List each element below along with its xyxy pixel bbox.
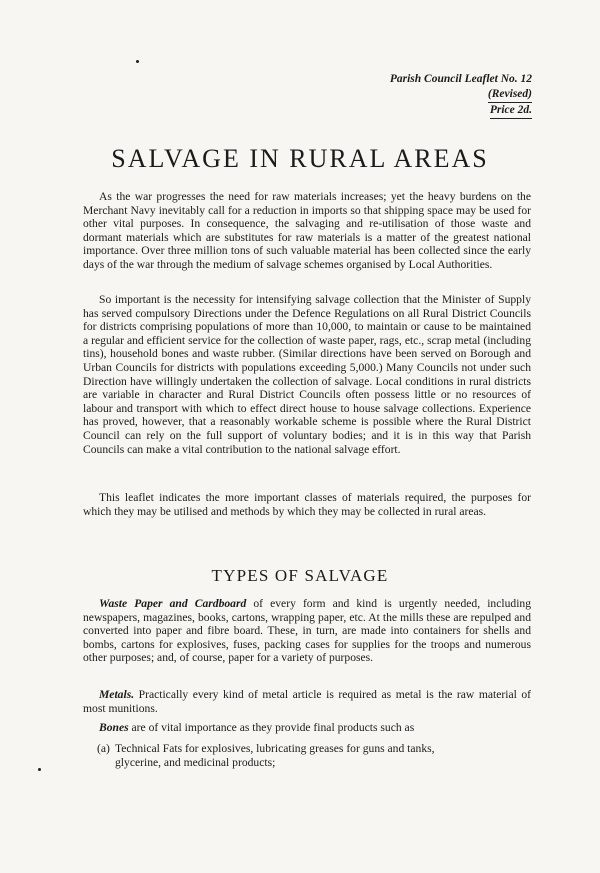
list-item-label: (a) (97, 742, 110, 755)
list-item-text: Technical Fats for explosives, lubricating greases for guns and tanks, (115, 742, 435, 755)
leaflet-number: Parish Council Leaflet No. 12 (389, 73, 532, 85)
list-item-a (97, 742, 531, 769)
metals-text: Practically every kind of metal article is required as metal is the raw material of most munitions. (83, 688, 531, 715)
paragraph-text: So important is the necessity for intensifying salvage collection that the Minister of Supply has served compulsory Directions under the Defence Regulations on all Rural District Councils for districts comprising populations of more than 10,000, to maintain or cause to be maintained a regular and efficient service for the collection of waste paper, rags, etc., scrap metal (including tins), household bones and waste rubber. (Similar directions have been served on Borough and Urban Councils for districts with populations exceeding 5,000.) Many Councils not under such Direction have willingly undertaken the collection of salvage. Local conditions in rural districts are variable in character and Rural District Councils often possess little or no resources of labour and transport with which to effect direct house to house salvage collections. Experience has proved, however, that a reasonably workable scheme is possible where the Rural District Council can rely on the full support of voluntary bodies; and it is in this way that Parish Councils can make a vital contribution to the national salvage effort. (83, 293, 531, 456)
leaflet-reference (390, 72, 532, 119)
waste-paper-paragraph (83, 597, 531, 665)
waste-paper-lead: Waste Paper and Cardboard (99, 597, 247, 610)
metals-paragraph (83, 688, 531, 715)
intro-paragraph-3 (83, 491, 531, 518)
bones-lead: Bones (99, 721, 129, 734)
price-note: Price 2d. (490, 103, 532, 119)
ink-speck (38, 768, 41, 771)
intro-paragraph-1 (83, 190, 531, 272)
list-item-continuation: glycerine, and medicinal products; (115, 755, 276, 769)
section-heading-types: TYPES OF SALVAGE (211, 566, 389, 585)
bones-paragraph (83, 721, 531, 735)
waste-paper-text: of every form and kind is urgently needed, including newspapers, magazines, books, cartons, wrapping paper, etc. At the mills these are repulped and converted into paper and fibre board. These, in turn, are made into containers for shells and bombs, cartons for explosives, fuses, packing cases for supplies for the troops and numerous other purposes; and, of course, paper for a variety of purposes. (83, 597, 532, 665)
ink-speck (136, 60, 139, 63)
bones-text: are of vital importance as they provide final products such as (128, 721, 415, 734)
metals-lead: Metals. (99, 688, 135, 701)
intro-paragraph-2 (83, 293, 531, 456)
revised-note: (Revised) (488, 87, 532, 103)
page-title: SALVAGE IN RURAL AREAS (111, 144, 489, 173)
paragraph-text: As the war progresses the need for raw materials increases; yet the heavy burdens on the Merchant Navy inevitably call for a reduction in imports so that shipping space may be used for other vital purposes. In consequence, the salvaging and re-utilisation of those waste and dormant materials which are substitutes for raw materials is a matter of the greatest national importance. Over three million tons of such valuable material has been collected since the early days of the war through the medium of salvage schemes organised by Local Authorities. (83, 190, 531, 271)
paragraph-text: This leaflet indicates the more important classes of materials required, the purposes for which they may be utilised and methods by which they may be collected in rural areas. (83, 491, 531, 518)
